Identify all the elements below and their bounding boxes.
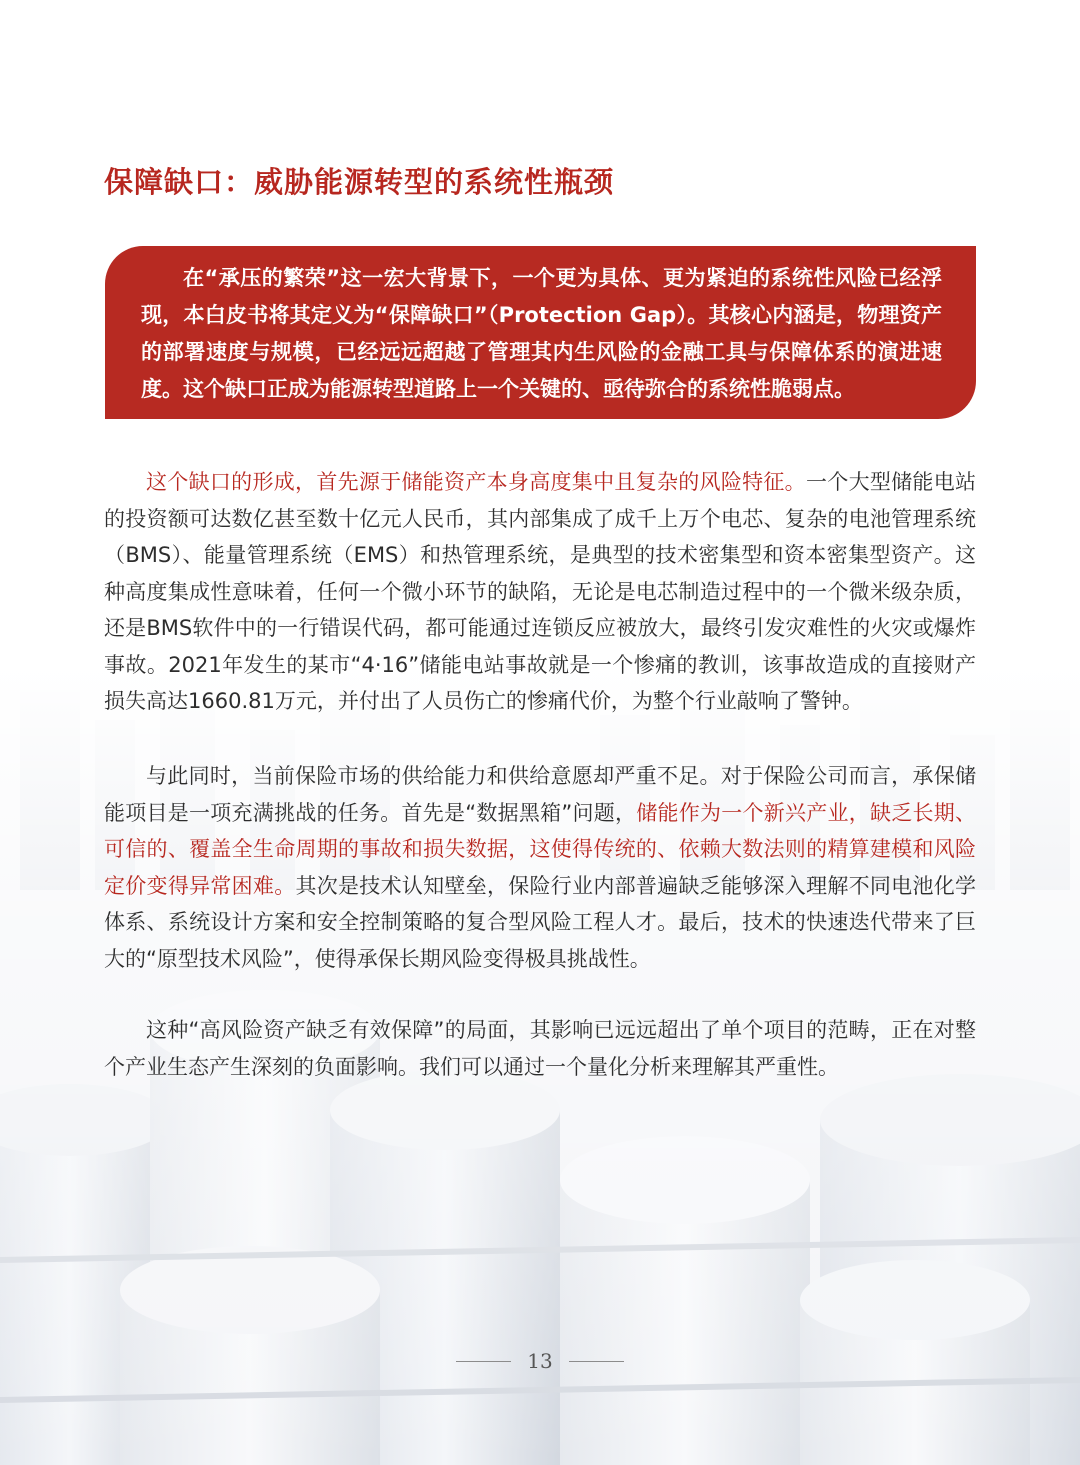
divider-line xyxy=(456,1361,511,1362)
page-number: 13 xyxy=(527,1349,553,1373)
body-paragraph-2 xyxy=(104,758,976,977)
body-paragraph-3: 这种“高风险资产缺乏有效保障”的局面，其影响已远远超出了单个项目的范畴，正在对整个产业生态产生深刻的负面影响。我们可以通过一个量化分析来理解其严重性。 xyxy=(104,1018,976,1079)
callout-box xyxy=(105,246,976,419)
divider-line xyxy=(569,1361,624,1362)
highlighted-text: 这个缺口的形成，首先源于储能资产本身高度集中且复杂的风险特征。 xyxy=(146,470,806,494)
page-footer xyxy=(0,1346,1080,1376)
highlighted-text: 储能作为一个新兴产业，缺乏长期、可信的、覆盖全生命周期的事故和损失数据，这使得传统的、依赖大数法则的精算建模和风险定价变得异常困难。 xyxy=(104,800,976,898)
body-paragraph-1 xyxy=(104,464,976,720)
section-title: 保障缺口：威胁能源转型的系统性瓶颈 xyxy=(104,165,615,199)
paragraph-text: 一个大型储能电站的投资额可达数亿甚至数十亿元人民币，其内部集成了成千上万个电芯、复杂的电池管理系统（BMS）、能量管理系统（EMS）和热管理系统，是典型的技术密集型和资本密集型资产。这种高度集成性意味着，任何一个微小环节的缺陷，无论是电芯制造过程中的一个微米级杂质，还是BMS软件中的一行错误代码，都可能通过连锁反应被放大，最终引发灾难性的火灾或爆炸事故。2021年发生的某市“4·16”储能电站事故就是一个惨痛的教训，该事故造成的直接财产损失高达1660.81万元，并付出了人员伤亡的惨痛代价，为整个行业敲响了警钟。 xyxy=(104,470,977,713)
paragraph-text: 其次是技术认知壁垒，保险行业内部普遍缺乏能够深入理解不同电池化学体系、系统设计方案和安全控制策略的复合型风险工程人才。最后，技术的快速迭代带来了巨大的“原型技术风险”，使得承保长期风险变得极具挑战性。 xyxy=(104,873,977,971)
callout-text: 在“承压的繁荣”这一宏大背景下，一个更为具体、更为紧迫的系统性风险已经浮现，本白皮书将其定义为“保障缺口”（Protection Gap）。其核心内涵是，物理资产的部署速度与规模，已经远远超越了管理其内生风险的金融工具与保障体系的演进速度。这个缺口正成为能源转型道路上一个关键的、亟待弥合的系统性脆弱点。 xyxy=(141,266,942,401)
paragraph-text: 与此同时，当前保险市场的供给能力和供给意愿却严重不足。对于保险公司而言，承保储能项目是一项充满挑战的任务。首先是“数据黑箱”问题， xyxy=(104,764,976,825)
